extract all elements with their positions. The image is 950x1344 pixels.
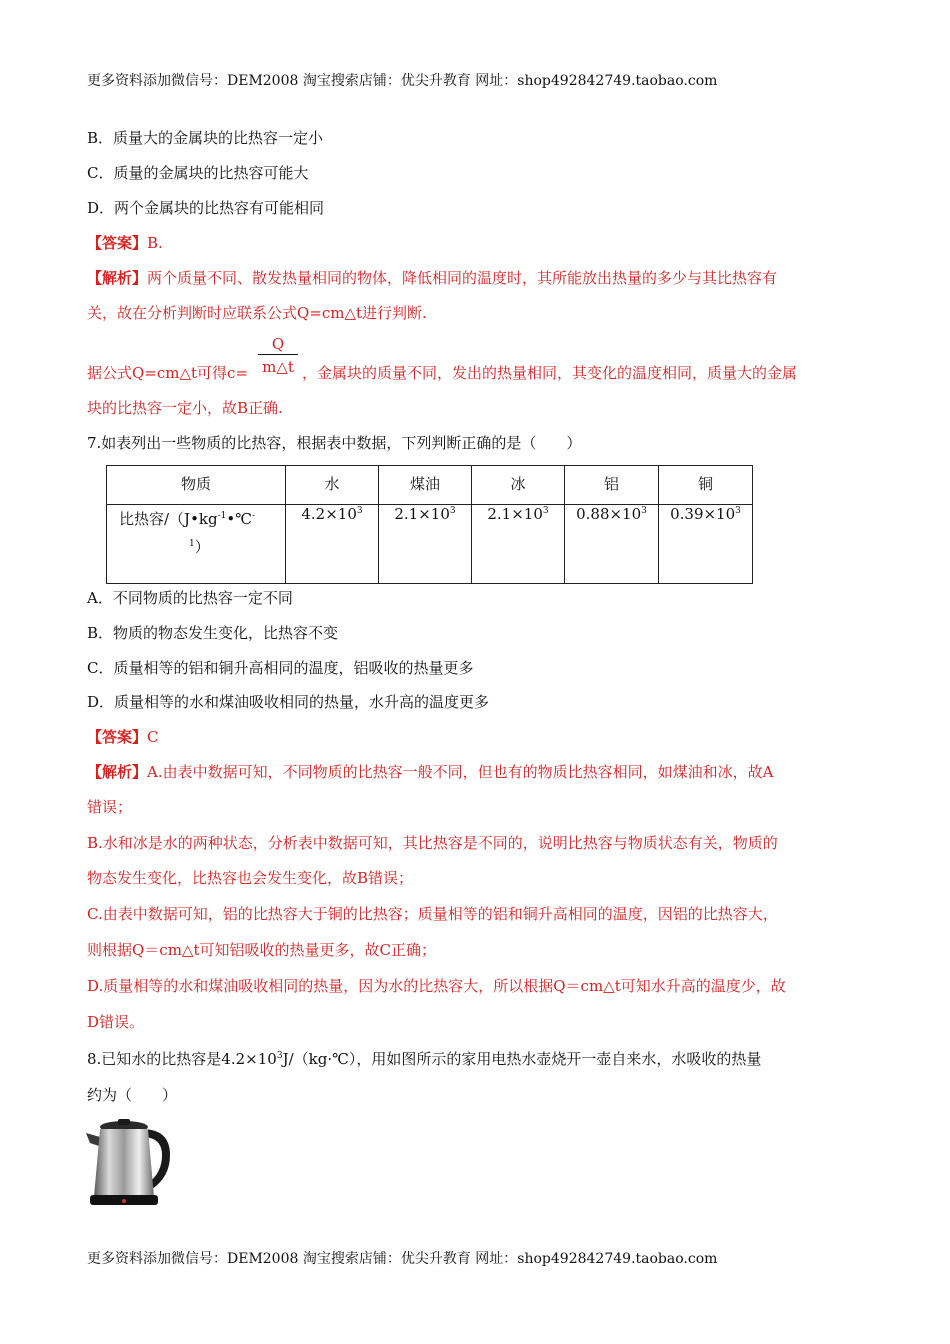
q7-analysis-c2: 则根据Q＝cm△t可知铝吸收的热量更多，故C正确； — [87, 941, 436, 959]
table-row — [107, 505, 753, 584]
q7-answer — [87, 727, 159, 747]
q8-stem-line-2: 约为（ ） — [87, 1086, 178, 1104]
answer-label: 【答案】 — [87, 234, 148, 252]
q8-stem-line-1: 8.已知水的比热容是$4.2\times 10^3J/(kg\cdot℃)$，用如图所示的家用电热水壶烧开一壶自来水，水吸收的热量 — [87, 1050, 762, 1068]
q6-option-b: B．质量大的金属块的比热容一定小 — [87, 129, 324, 147]
q7-option-b: B．物质的物态发生变化，比热容不变 — [87, 624, 339, 642]
answer-label: 【答案】 — [87, 728, 148, 746]
q6-answer — [87, 233, 163, 253]
q7-analysis-d1: D.质量相等的水和煤油吸收相同的热量，因为水的比热容大，所以根据Q＝cm△t可知水升高的温度少，故 — [87, 977, 786, 995]
q7-analysis-c1: C.由表中数据可知，铝的比热容大于铜的比热容；质量相等的铝和铜升高相同的温度，因铝的比热容大， — [87, 905, 778, 923]
electric-kettle-image — [84, 1115, 176, 1211]
q6-option-d: D．两个金属块的比热容有可能相同 — [87, 199, 325, 217]
q6-analysis-line-1 — [87, 268, 777, 288]
q7-analysis-a1 — [87, 762, 773, 782]
kettle-icon — [84, 1115, 176, 1211]
row-label-sup: - — [252, 511, 256, 521]
q7-analysis-b2: 物态发生变化，比热容也会发生变化，故B错误； — [87, 869, 414, 887]
row-label-part: •℃ — [226, 510, 253, 528]
analysis-text: A.由表中数据可知，不同物质的比热容一般不同，但也有的物质比热容相同，如煤油和冰，故A — [147, 763, 774, 781]
q7-analysis-a2: 错误； — [87, 798, 133, 816]
q6-analysis-line-3-post: ，金属块的质量不同，发出的热量相同，其变化的温度相同，质量大的金属 — [302, 364, 798, 382]
fraction-denominator: m△t — [262, 358, 294, 376]
table-header-row — [107, 466, 753, 505]
table-header-cell: 铜 — [659, 466, 753, 505]
answer-value: C — [147, 728, 159, 746]
table-cell: $0.39\times 10^3$ — [659, 505, 753, 584]
row-label-sup: 1 — [189, 539, 195, 549]
analysis-label: 【解析】 — [87, 269, 148, 287]
table-header-cell: 煤油 — [379, 466, 472, 505]
page-footer: 更多资料添加微信号：DEM2008 淘宝搜索店铺：优尖升教育 网址：shop492842749.taobao.com — [87, 1251, 718, 1267]
table-header-cell: 物质 — [107, 466, 286, 505]
q6-option-c: C．质量的金属块的比热容可能大 — [87, 164, 309, 182]
table-cell: $2.1\times 10^3$ — [379, 505, 472, 584]
q7-stem: 7.如表列出一些物质的比热容，根据表中数据，下列判断正确的是（ ） — [87, 434, 582, 452]
table-row-label — [107, 505, 286, 584]
q6-analysis-line-4: 块的比热容一定小，故B正确. — [87, 399, 283, 417]
fraction-numerator: Q — [271, 335, 285, 353]
row-label-part: 比热容/（J•kg — [119, 510, 218, 528]
row-label-sup: -1 — [217, 511, 227, 521]
q7-option-c: C．质量相等的铝和铜升高相同的温度，铝吸收的热量更多 — [87, 659, 474, 677]
table-cell: $0.88\times 10^3$ — [565, 505, 659, 584]
table-header-cell: 铝 — [565, 466, 659, 505]
q6-analysis-line-2: 关，故在分析判断时应联系公式Q=cm△t进行判断. — [87, 304, 427, 322]
q7-analysis-d2: D错误。 — [87, 1013, 145, 1031]
table-cell: $2.1\times 10^3$ — [472, 505, 565, 584]
analysis-label: 【解析】 — [87, 763, 148, 781]
q7-analysis-b1: B.水和冰是水的两种状态，分析表中数据可知，其比热容是不同的，说明比热容与物质状态有关，物质的 — [87, 834, 778, 852]
row-label-part: ） — [194, 538, 210, 556]
page-header: 更多资料添加微信号：DEM2008 淘宝搜索店铺：优尖升教育 网址：shop492842749.taobao.com — [87, 73, 718, 89]
q6-analysis-line-3-pre: 据公式Q=cm△t可得c= — [87, 364, 249, 382]
specific-heat-table — [106, 465, 753, 584]
table-header-cell: 水 — [286, 466, 379, 505]
q7-option-d: D．质量相等的水和煤油吸收相同的热量，水升高的温度更多 — [87, 693, 490, 711]
table-header-cell: 冰 — [472, 466, 565, 505]
answer-value: B. — [147, 234, 163, 252]
q7-option-a: A．不同物质的比热容一定不同 — [87, 589, 293, 607]
formula-fraction — [258, 334, 298, 377]
table-cell: $4.2\times 10^3$ — [286, 505, 379, 584]
fraction-bar — [258, 354, 298, 355]
analysis-text: 两个质量不同、散发热量相同的物体，降低相同的温度时，其所能放出热量的多少与其比热容有 — [147, 269, 778, 287]
